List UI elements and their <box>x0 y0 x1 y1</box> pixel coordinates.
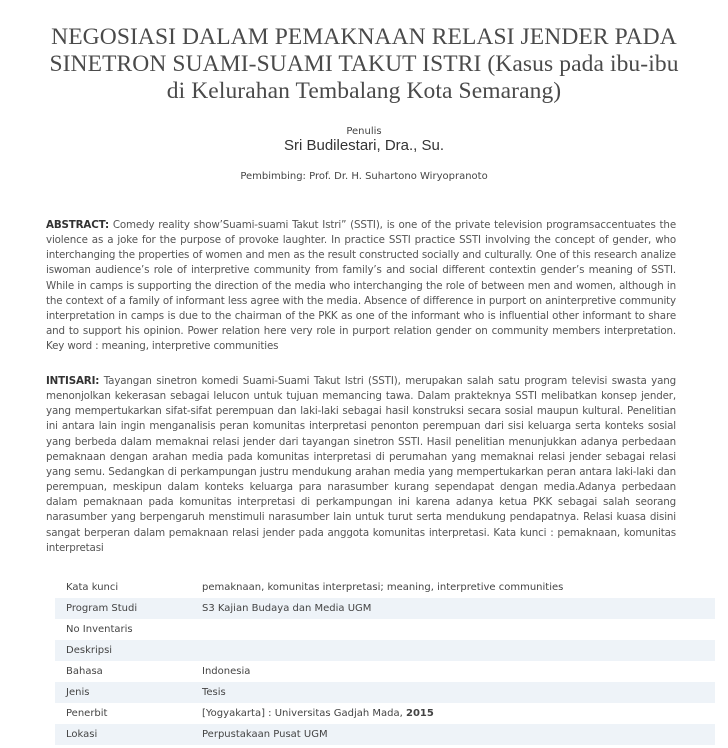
metadata-row-deskripsi <box>55 640 715 661</box>
intisari-section <box>46 374 676 556</box>
metadata-row-penerbit <box>55 703 715 724</box>
metadata-row-no-inventaris <box>55 619 715 640</box>
abstract-label: ABSTRACT: <box>46 219 109 231</box>
abstract-section <box>46 218 676 354</box>
metadata-key: Jenis <box>55 682 191 703</box>
metadata-key: Bahasa <box>66 666 103 677</box>
metadata-table <box>55 577 715 745</box>
intisari-label: INTISARI: <box>46 375 100 387</box>
metadata-value-text: S3 Kajian Budaya dan Media UGM <box>202 603 372 614</box>
metadata-key: Deskripsi <box>55 640 191 661</box>
metadata-value-bold: 2015 <box>406 708 434 719</box>
intisari-text: Tayangan sinetron komedi Suami-Suami Takut Istri (SSTI), merupakan salah satu program televisi swasta yang menonjolkan kekerasan sebagai lelucon untuk tujuan memancing tawa. Dalam prakteknya SSTI melibatkan konsep jender, yang mempertukarkan sifat-sifat perempuan dan laki-laki sebagai hasil konstruksi secara sosial maupun kultural. Penelitian ini antara lain ingin menganalisis peran komunitas interpretasi penonton perempuan dari sisi keluarga serta konteks sosial yang berbeda dalam memaknai relasi jender dari tayangan sinetron SSTI. Hasil penelitian menunjukkan adanya perbedaan pemaknaan dengan arahan media pada komunitas interpretasi di perumahan yang memaknai relasi jender sebagai relasi yang semu. Sedangkan di perkampungan justru mendukung arahan media yang mempertukarkan peran antara laki-laki dan perempuan, meskipun dalam konteks keluarga para narasumber kurang sependapat dengan media.Adanya perbedaan dalam pemaknaan pada komunitas interpretasi di perkampungan ini karena adanya ketua PKK sebagai salah seorang narasumber yang berpengaruh menstimuli narasumber lain untuk turut serta mendukung pendapatnya. Relasi kuasa disini sangat berperan dalam pemaknaan relasi jender pada anggota komunitas interpretasi. Kata kunci : pemaknaan, komunitas interpretasi <box>46 375 677 554</box>
metadata-row-jenis <box>55 682 715 703</box>
thesis-title: NEGOSIASI DALAM PEMAKNAAN RELASI JENDER PADA SINETRON SUAMI-SUAMI TAKUT ISTRI (Kasus pada ibu-ibu di Kelurahan Tembalang Kota Semarang) <box>49 24 679 104</box>
metadata-value-text: Tesis <box>202 687 226 698</box>
author-label: Penulis <box>346 126 382 137</box>
metadata-row-kata-kunci <box>55 577 715 598</box>
metadata-value-text: Perpustakaan Pusat UGM <box>202 729 328 740</box>
metadata-key: Lokasi <box>55 724 191 745</box>
metadata-value <box>191 577 715 598</box>
metadata-row-lokasi <box>55 724 715 745</box>
author-name: Sri Budilestari, Dra., Su. <box>283 137 445 154</box>
metadata-value <box>191 724 715 745</box>
metadata-key: No Inventaris <box>66 624 133 635</box>
metadata-value-text: pemaknaan, komunitas interpretasi; meaning, interpretive communities <box>202 582 564 593</box>
metadata-value <box>191 598 715 619</box>
metadata-value <box>191 640 715 661</box>
metadata-value <box>191 619 715 640</box>
metadata-key: Kata kunci <box>66 582 119 593</box>
metadata-value-text: Indonesia <box>202 666 251 677</box>
metadata-row-program-studi <box>55 598 715 619</box>
metadata-value-text: [Yogyakarta] : Universitas Gadjah Mada, <box>202 708 407 719</box>
metadata-row-bahasa <box>55 661 715 682</box>
metadata-key: Penerbit <box>66 708 108 719</box>
metadata-key: Program Studi <box>55 598 191 619</box>
supervisor: Pembimbing: Prof. Dr. H. Suhartono Wiryopranoto <box>240 171 488 182</box>
metadata-value <box>191 682 715 703</box>
abstract-text: Comedy reality show’Suami-suami Takut Istri” (SSTI), is one of the private television programsaccentuates the violence as a joke for the purpose of provoke laughter. In practice SSTI practice SSTI involving the concept of gender, who interchanging the properties of women and men as the result constructed socially and culturally. One of this research analize iswoman audience’s role of interpretive community from family’s and social different contextin gender’s meaning of SSTI. While in camps is supporting the direction of the media who interchanging the role of between men and women, although in the context of a family of informant less agree with the media. Absence of difference in purport on aninterpretive community interpretation in camps is due to the chairman of the PKK as one of the informant who is influential other informant to share and to support his opinion. Power relation here very role in purport relation gender on community members interpretation. Key word : meaning, interpretive communities <box>46 219 676 353</box>
metadata-value <box>191 661 715 682</box>
metadata-value <box>191 703 715 724</box>
